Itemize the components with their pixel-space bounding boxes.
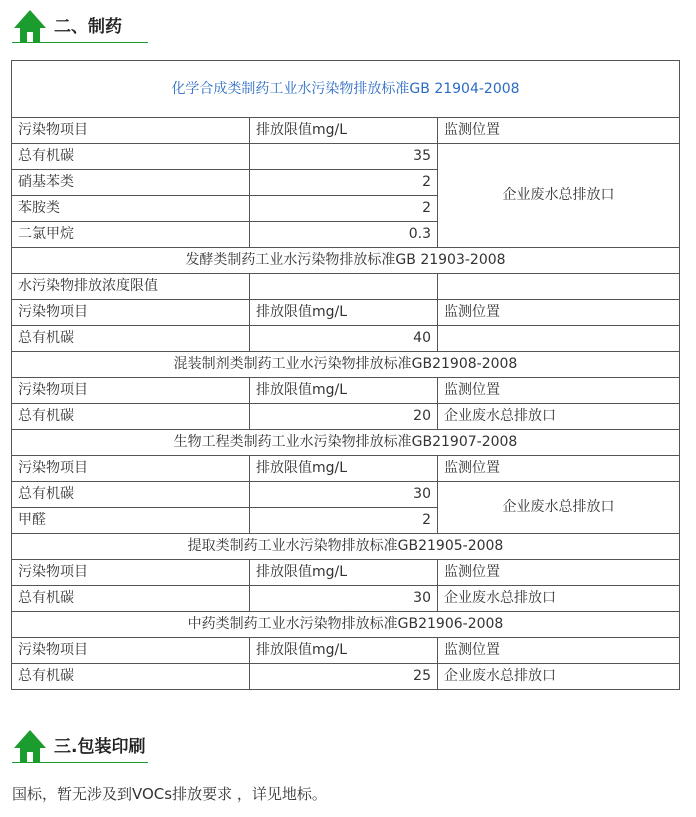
limit-value: 20	[250, 404, 438, 430]
pollutant-item: 苯胺类	[12, 196, 250, 222]
table-header-row	[12, 378, 680, 404]
header-item: 污染物项目	[12, 300, 250, 326]
table-header-row	[12, 118, 680, 144]
empty-cell	[438, 326, 680, 352]
pollutant-item: 二氯甲烷	[12, 222, 250, 248]
packaging-note: 国标，暂无涉及到VOCs排放要求 ，详见地标。	[12, 785, 327, 803]
table-row	[12, 482, 680, 508]
table-header-row	[12, 638, 680, 664]
header-position: 监测位置	[438, 378, 680, 404]
header-position: 监测位置	[438, 456, 680, 482]
header-position: 监测位置	[438, 118, 680, 144]
chemical-standard-title: 化学合成类制药工业水污染物排放标准GB 21904-2008	[12, 61, 680, 118]
section-title: 二、制药	[54, 17, 122, 37]
table-row	[12, 274, 680, 300]
table-row	[12, 664, 680, 690]
monitor-position: 企业废水总排放口	[438, 482, 680, 534]
header-item: 污染物项目	[12, 638, 250, 664]
limit-value: 25	[250, 664, 438, 690]
house-icon	[12, 8, 48, 44]
section-underline	[12, 762, 148, 763]
header-position: 监测位置	[438, 560, 680, 586]
tcm-standard-title: 中药类制药工业水污染物排放标准GB21906-2008	[12, 612, 680, 638]
mixing-standard-title: 混装制剂类制药工业水污染物排放标准GB21908-2008	[12, 352, 680, 378]
table-row	[12, 534, 680, 560]
limit-value: 0.3	[250, 222, 438, 248]
pollutant-item: 甲醛	[12, 508, 250, 534]
header-position: 监测位置	[438, 300, 680, 326]
table-row	[12, 326, 680, 352]
limit-value: 30	[250, 482, 438, 508]
header-limit: 排放限值mg/L	[250, 456, 438, 482]
monitor-position: 企业废水总排放口	[438, 586, 680, 612]
house-icon	[12, 728, 48, 764]
limit-value: 2	[250, 170, 438, 196]
table-row	[12, 430, 680, 456]
pollutant-item: 总有机碳	[12, 482, 250, 508]
monitor-position: 企业废水总排放口	[438, 144, 680, 248]
limit-value: 35	[250, 144, 438, 170]
pollutant-item: 总有机碳	[12, 586, 250, 612]
table-row	[12, 612, 680, 638]
table-row	[12, 404, 680, 430]
header-limit: 排放限值mg/L	[250, 560, 438, 586]
empty-cell	[438, 274, 680, 300]
table-row	[12, 248, 680, 274]
limit-value: 2	[250, 508, 438, 534]
header-limit: 排放限值mg/L	[250, 638, 438, 664]
section-title: 三.包装印刷	[54, 737, 146, 757]
header-item: 污染物项目	[12, 456, 250, 482]
table-row	[12, 352, 680, 378]
pollutant-item: 总有机碳	[12, 404, 250, 430]
fermentation-standard-title: 发酵类制药工业水污染物排放标准GB 21903-2008	[12, 248, 680, 274]
empty-cell	[250, 274, 438, 300]
header-limit: 排放限值mg/L	[250, 300, 438, 326]
pollutant-item: 总有机碳	[12, 664, 250, 690]
pollutant-item: 总有机碳	[12, 326, 250, 352]
section-underline	[12, 42, 148, 43]
header-item: 污染物项目	[12, 560, 250, 586]
limit-value: 2	[250, 196, 438, 222]
table-header-row	[12, 456, 680, 482]
pharma-standards-table	[11, 60, 680, 690]
table-header-row	[12, 560, 680, 586]
table-header-row	[12, 300, 680, 326]
monitor-position: 企业废水总排放口	[438, 404, 680, 430]
pollutant-item: 总有机碳	[12, 144, 250, 170]
monitor-position: 企业废水总排放口	[438, 664, 680, 690]
header-position: 监测位置	[438, 638, 680, 664]
table-row	[12, 61, 680, 118]
header-item: 污染物项目	[12, 118, 250, 144]
header-limit: 排放限值mg/L	[250, 378, 438, 404]
limit-value: 30	[250, 586, 438, 612]
header-limit: 排放限值mg/L	[250, 118, 438, 144]
limit-value: 40	[250, 326, 438, 352]
table-row	[12, 144, 680, 170]
header-item: 污染物项目	[12, 378, 250, 404]
bio-standard-title: 生物工程类制药工业水污染物排放标准GB21907-2008	[12, 430, 680, 456]
extraction-standard-title: 提取类制药工业水污染物排放标准GB21905-2008	[12, 534, 680, 560]
pollutant-item: 硝基苯类	[12, 170, 250, 196]
table-row	[12, 586, 680, 612]
fermentation-subtitle: 水污染物排放浓度限值	[12, 274, 250, 300]
